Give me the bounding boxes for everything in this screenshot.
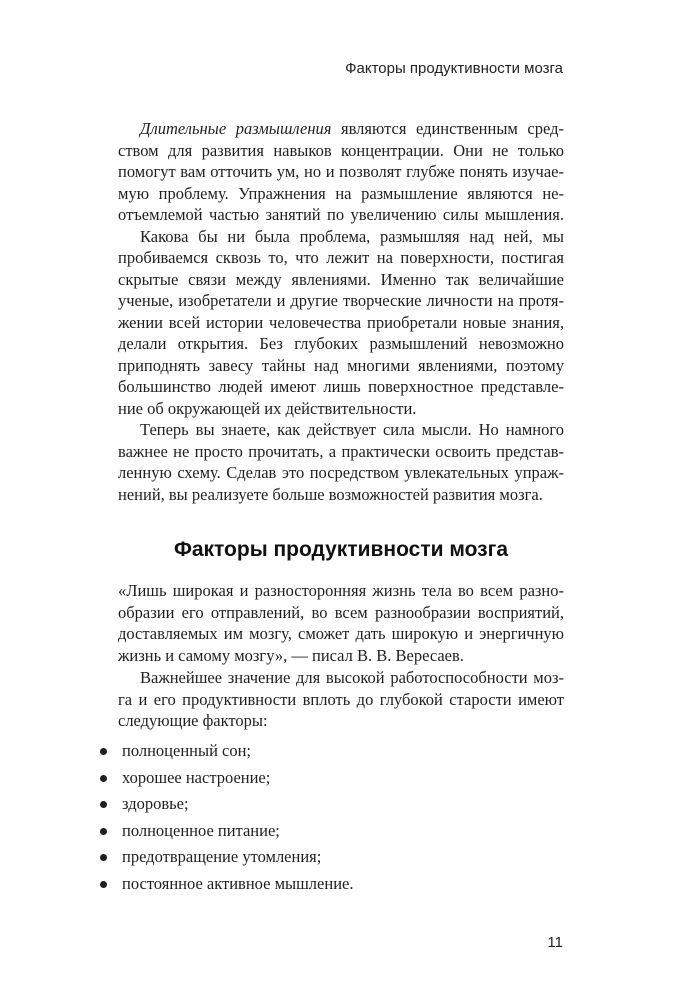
list-item: хорошее настроение; <box>100 767 560 794</box>
text-line: ством для развития навыков концентрации. Они не только <box>118 140 564 160</box>
text-line: Какова бы ни была проблема, размышляя над ней, мы <box>140 226 564 246</box>
text-line: большинство людей имеют лишь поверхностное представле- <box>118 377 564 396</box>
list-item: здоровье; <box>100 793 560 820</box>
text-line: пробиваемся сквозь то, что лежит на поверхности, постигая <box>118 248 564 267</box>
text-line: делали открытия. Без глубоких размышлений невозможно <box>118 334 564 353</box>
text-line: мую проблему. Упражнения на размышление являются не- <box>118 183 564 203</box>
bullet-icon <box>100 881 107 888</box>
text-line: образии его отправлений, во всем разнообразии восприятий, <box>118 602 564 622</box>
bullet-icon <box>100 775 107 782</box>
italic-term: Длительные размышления <box>140 119 332 138</box>
text-line: отъемлемой частью занятий по увеличению силы мышления. <box>118 205 564 224</box>
paragraph-power-of-thought <box>118 419 564 505</box>
text-line: Важнейшее значение для высокой работоспособности моз- <box>140 668 564 687</box>
text-line: приподнять завесу тайны над многими явлениями, поэтому <box>118 355 564 375</box>
text-line: жизнь и самому мозгу», — писал В. В. Вересаев. <box>118 645 464 665</box>
page-number: 11 <box>547 934 563 951</box>
text-line: Длительные размышления являются единственным сред- <box>140 119 564 138</box>
text-line: жении всей истории человечества приобретали новые знания, <box>118 312 564 332</box>
text-line: важнее не просто прочитать, а практически освоить представ- <box>118 441 564 461</box>
text-line: ученые, изобретатели и другие творческие личности на протя- <box>118 291 564 310</box>
paragraph-long-reflection <box>118 118 564 226</box>
paragraph-problem-thinking <box>118 226 564 420</box>
running-header: Факторы продуктивности мозга <box>345 60 563 77</box>
bullet-icon <box>100 854 107 861</box>
paragraph-veresaev-quote <box>118 580 564 666</box>
text-line: ние об окружающей их действительности. <box>118 398 417 418</box>
list-item: постоянное активное мышление. <box>100 873 560 900</box>
text-line: «Лишь широкая и разносторонняя жизнь тела во всем разно- <box>118 581 564 600</box>
list-item: предотвращение утомления; <box>100 846 560 873</box>
paragraph-factors-intro <box>118 667 564 732</box>
factors-list <box>100 740 560 899</box>
list-item: полноценный сон; <box>100 740 560 767</box>
bullet-icon <box>100 828 107 835</box>
bullet-icon <box>100 801 107 808</box>
text-line: помогут вам отточить ум, но и позволят глубже понять изучае- <box>118 162 564 181</box>
text-line: ленную схему. Сделав это посредством увлекательных упраж- <box>118 463 564 482</box>
text-line: доставляемых им мозгу, сможет дать широкую и энергичную <box>118 624 564 643</box>
text-line: га и его продуктивности вплоть до глубокой старости имеют <box>118 689 564 709</box>
section-heading: Факторы продуктивности мозга <box>173 538 509 561</box>
text-line: Теперь вы знаете, как действует сила мысли. Но намного <box>140 420 564 439</box>
bullet-icon <box>100 748 107 755</box>
list-item: полноценное питание; <box>100 820 560 847</box>
text-line: нений, вы реализуете больше возможностей развития мозга. <box>118 484 543 504</box>
text-line: скрытые связи между явлениями. Именно так величайшие <box>118 269 564 289</box>
text-line: следующие факторы: <box>118 711 268 730</box>
